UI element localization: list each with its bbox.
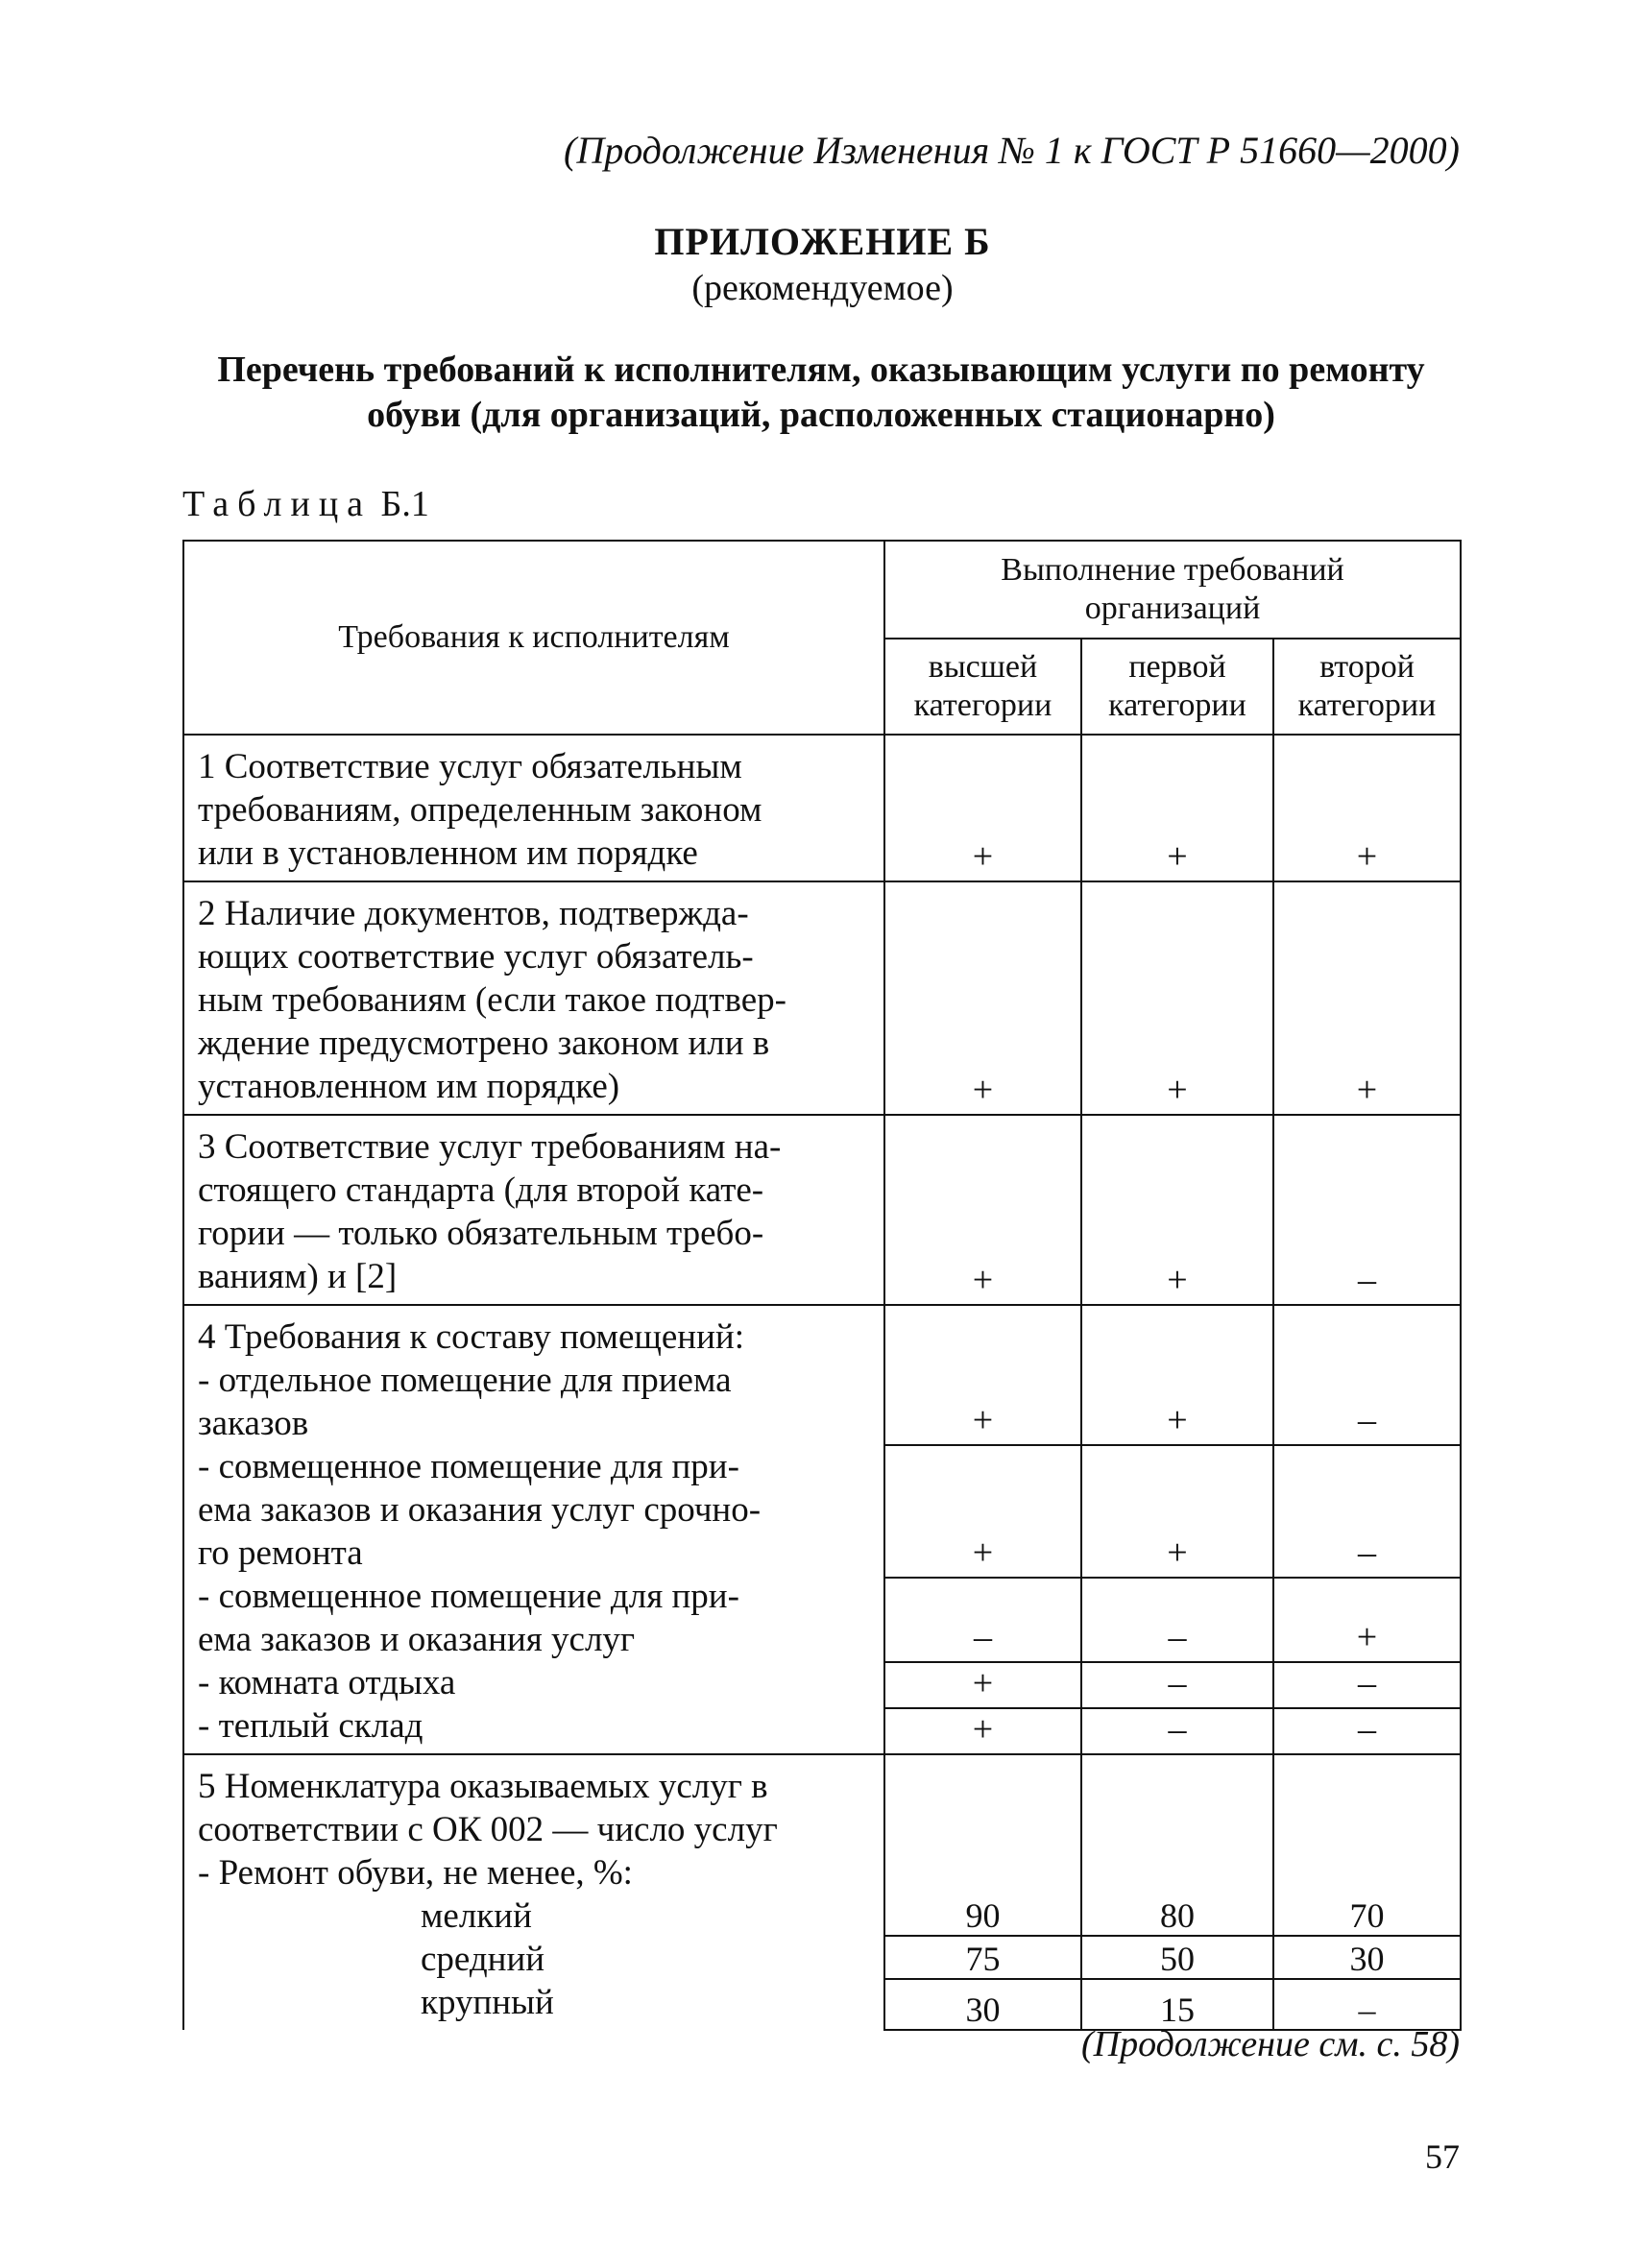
requirement-text: 1 Соответствие услуг обязательным требованиям, определенным законом или в установленном им порядке [183,735,884,881]
header-second-category: второй категории [1273,639,1461,735]
mark-second: – [1273,1445,1461,1577]
requirement-text-premises: 4 Требования к составу помещений: - отдельное помещение для приема заказов - совмещенное помещение для при- ема заказов и оказания услуг срочно- го ремонта - совмещенное помещение для при- ема заказов и оказания услуг - комната отдыха - теплый склад [183,1305,884,1754]
mark-first: + [1081,1445,1273,1577]
appendix-title: ПРИЛОЖЕНИЕ Б [654,220,991,263]
mark-second: – [1273,1115,1461,1305]
mark-first: – [1081,1708,1273,1754]
value-first: 50 [1081,1936,1273,1979]
value-second: – [1273,1979,1461,2030]
table-label [182,483,429,525]
document-title [182,348,1460,438]
mark-highest: + [884,881,1081,1115]
mark-second: – [1273,1305,1461,1445]
mark-highest: + [884,1662,1081,1708]
mark-highest: + [884,1115,1081,1305]
mark-first: + [1081,1305,1273,1445]
mark-second: + [1273,735,1461,881]
table-label-word: Таблица [182,484,373,524]
value-first: 15 [1081,1979,1273,2030]
value-first: 80 [1081,1754,1273,1936]
header-highest-category: высшей категории [884,639,1081,735]
mark-second: + [1273,881,1461,1115]
requirement-text-nomenclature: 5 Номенклатура оказываемых услуг в соответствии с ОК 002 — число услуг - Ремонт обуви, не менее, %: мелкий средний крупный [183,1754,884,2030]
table-row [183,735,1461,881]
table-label-number: Б.1 [380,484,429,524]
continuation-header: (Продолжение Изменения № 1 к ГОСТ Р 51660—2000) [564,129,1460,172]
mark-highest: + [884,1305,1081,1445]
table-row [183,1305,1461,1445]
document-title-line-1: Перечень требований к исполнителям, оказывающим услуги по ремонту [217,350,1425,390]
table-row [183,1115,1461,1305]
value-highest: 30 [884,1979,1081,2030]
header-requirements: Требования к исполнителям [183,541,884,735]
table-row [183,881,1461,1115]
mark-first: + [1081,735,1273,881]
value-highest: 90 [884,1754,1081,1936]
mark-highest: – [884,1578,1081,1662]
value-highest: 75 [884,1936,1081,1979]
requirement-text: 2 Наличие документов, подтвержда- ющих соответствие услуг обязатель- ным требованиям (если такое подтвер- ждение предусмотрено законом или в установленном им порядке) [183,881,884,1115]
continuation-footer: (Продолжение см. с. 58) [1080,2024,1460,2064]
mark-second: – [1273,1708,1461,1754]
requirement-text: 3 Соответствие услуг требованиям на- стоящего стандарта (для второй кате- гории — только обязательным требо- ваниям) и [2] [183,1115,884,1305]
appendix-subtitle: (рекомендуемое) [691,268,954,308]
value-second: 30 [1273,1936,1461,1979]
mark-first: – [1081,1578,1273,1662]
header-fulfilment-group: Выполнение требований организаций [884,541,1461,639]
mark-first: + [1081,1115,1273,1305]
mark-second: + [1273,1578,1461,1662]
value-second: 70 [1273,1754,1461,1936]
header-first-category: первой категории [1081,639,1273,735]
mark-first: – [1081,1662,1273,1708]
document-title-line-2: обуви (для организаций, расположенных стационарно) [367,395,1275,435]
page-number: 57 [1425,2137,1460,2176]
table-row [183,1754,1461,1936]
mark-highest: + [884,1708,1081,1754]
mark-highest: + [884,1445,1081,1577]
mark-first: + [1081,881,1273,1115]
mark-highest: + [884,735,1081,881]
mark-second: – [1273,1662,1461,1708]
requirements-table [182,540,1462,2031]
